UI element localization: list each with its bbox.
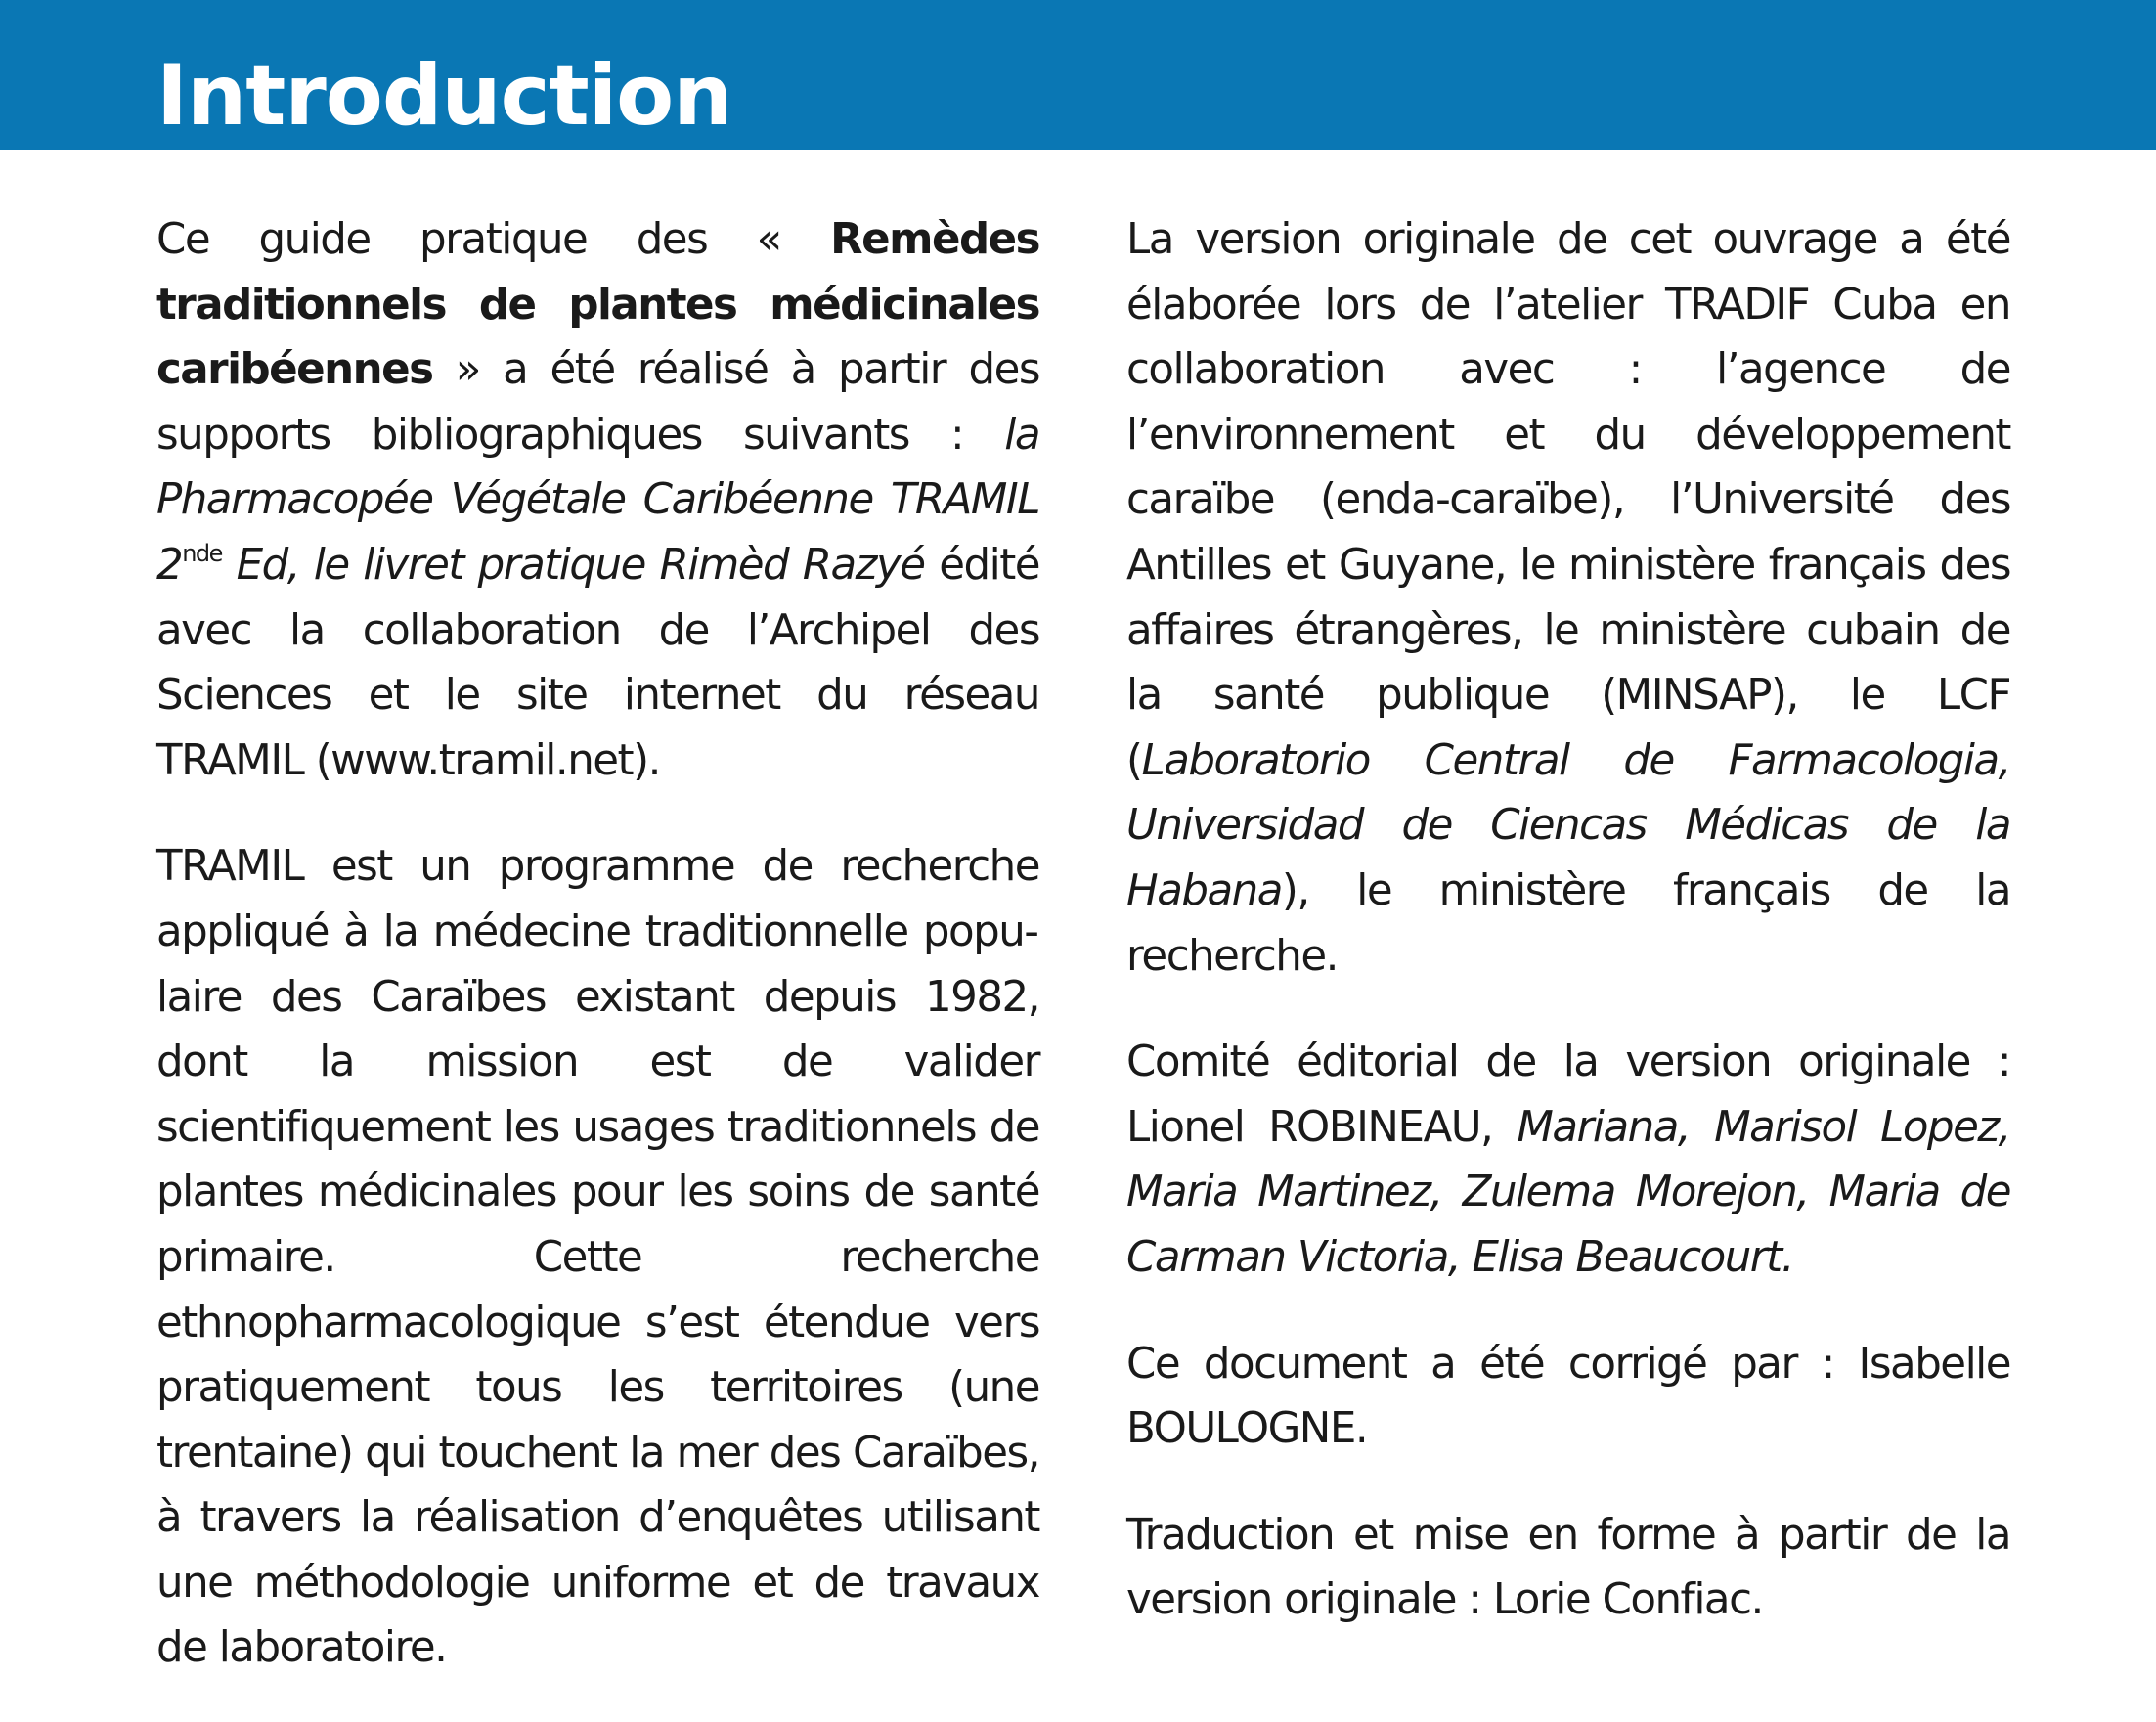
source-rimed-razye: Ed, le livret pratique Rimèd Razyé [221,540,925,590]
committee-other-members: Mariana, Marisol Lopez, Maria Martinez, Zulema Morejon, Maria de Carman Victoria, Elisa Beaucourt. [1126,1102,2010,1282]
committee-label: Comité éditorial de la version originale : [1126,1038,2010,1087]
header-band [0,0,2156,150]
corrector-paragraph: Ce document a été corrigé par : Isabelle BOULOGNE. [1126,1339,2010,1454]
original-version-paragraph [1126,207,2010,989]
tramil-paragraph: TRAMIL est un programme de recherche appliqué à la médecine traditionnelle populaire des Caraïbes existant depuis 1982, dont la mission est de valider scientifiquement les usages traditionnels de plantes médicinales pour les soins de santé primaire. Cette recherche ethnopharmacologique s’est étendue vers pratiquement tous les territoires (une trentaine) qui touchent la mer des Caraïbes, à travers la réalisation d’enquêtes utilisant une méthodologie uniforme et de travaux de laboratoire. [156,842,1039,1673]
after-title-text: » a été réalisé à partir des supports bibliographiques suivants : [156,345,1039,460]
edition-superscript: nde [182,539,222,567]
intro-text: Ce guide pratique des « [156,215,831,264]
page-title: Introduction [156,47,732,145]
source-pharmacopee: la Pharmacopée Végétale Caribéenne TRAMIL 2 [156,410,1039,590]
original-version-end: ), le ministère français de la recherche. [1126,865,2010,981]
right-column [1126,207,2010,1674]
translation-paragraph: Traduction et mise en forme à partir de la version originale : Lorie Confiac. [1126,1510,2010,1625]
sources-remainder: édité avec la collaboration de l’Archipel des Sciences et le site internet du réseau TRAMIL (www.tramil.net). [156,540,1040,785]
left-column [156,207,1039,1722]
editorial-committee-paragraph [1126,1030,2010,1290]
guide-title: Remèdes traditionnels de plantes médicinales caribéennes [156,215,1039,395]
committee-first-member: Lionel ROBINEAU, [1126,1102,1518,1152]
original-version-text: La version originale de cet ouvrage a été élaborée lors de l’atelier TRADIF Cuba en collaboration avec : l’agence de l’environnement et du développement caraïbe (enda-caraïbe), l’Université des Antilles et Guyane, le ministère français des affaires étrangères, le ministère cubain de la santé publique (MINSAP), le LCF ( [1126,215,2010,785]
intro-paragraph-sources [156,207,1039,793]
lab-name: Laboratorio Central de Farmacologia, Universidad de Ciencas Médicas de la Habana [1126,735,2010,915]
